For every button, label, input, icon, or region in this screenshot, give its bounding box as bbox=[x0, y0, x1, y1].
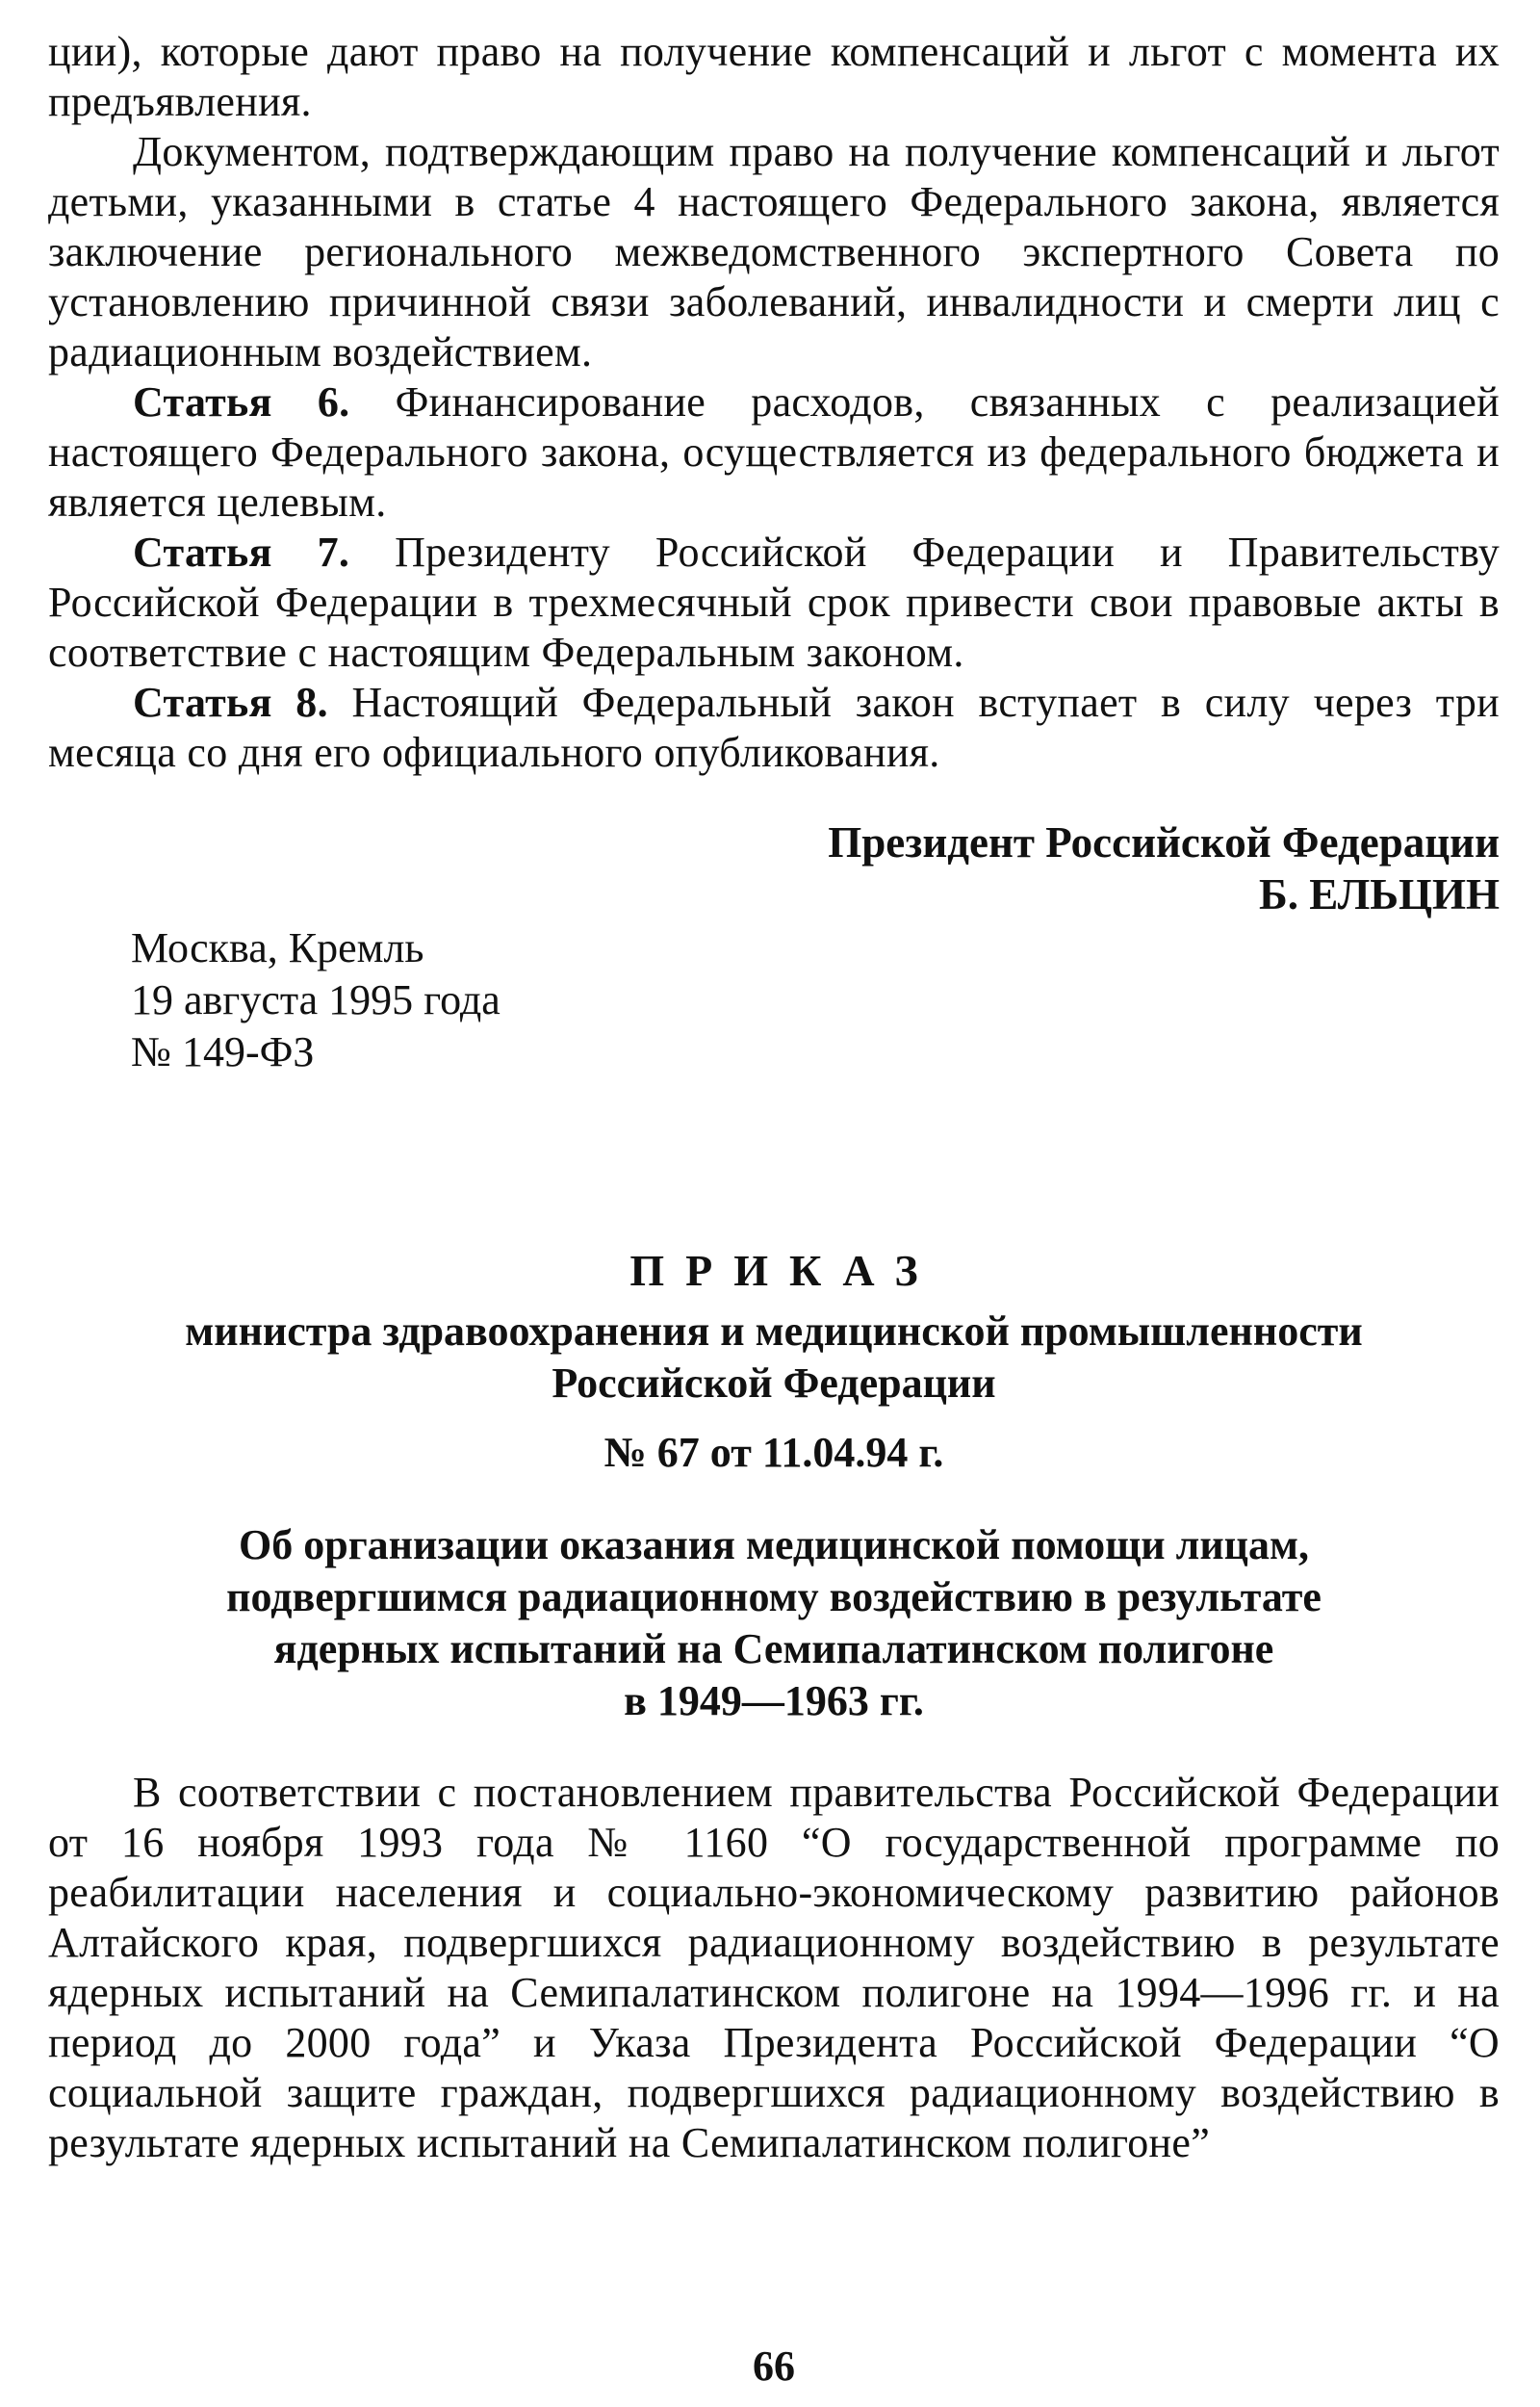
order-title: ПРИКАЗ bbox=[629, 1246, 939, 1295]
signatory-title: Президент Российской Федерации bbox=[828, 818, 1500, 867]
order-heading-line-3: ядерных испытаний на Семипалатинском полигоне bbox=[273, 1625, 1274, 1672]
article-7-text: Президенту Российской Федерации и Правительству Российской Федерации в трехмесячный срок привести свои правовые акты в соответствие с настоящим Федеральным законом. bbox=[48, 529, 1501, 676]
law-number: № 149-ФЗ bbox=[131, 1028, 315, 1075]
order-body-paragraph: В соответствии с постановлением правительства Российской Федерации от 16 ноября 1993 года № 1160 “О государственной программе по реабилитации населения и социально-экономическому развитию районов Алтайского края, подвергшихся радиационному воздействию в результате ядерных испытаний на Семипалатинском полигоне на 1994—1996 гг. и на период до 2000 года” и Указа Президента Российской Федерации “О социальной защите граждан, подвергшихся радиационному воздействию в результате ядерных испытаний на Семипалатинском полигоне” bbox=[48, 1769, 1500, 2166]
order-heading-line-1: Об организации оказания медицинской помощи лицам, bbox=[239, 1521, 1309, 1568]
article-8-text: Настоящий Федеральный закон вступает в силу через три месяца со дня его официального опубликования. bbox=[48, 679, 1500, 776]
article-6-text: Финансирование расходов, связанных с реализацией настоящего Федерального закона, осуществляется из федерального бюджета и является целевым. bbox=[48, 378, 1500, 526]
order-heading-line-2: подвергшимся радиационному воздействию в результате bbox=[226, 1573, 1322, 1620]
signatory-name: Б. ЕЛЬЦИН bbox=[1259, 870, 1500, 919]
order-subtitle-line-2: Российской Федерации bbox=[552, 1359, 996, 1407]
article-6-label: Статья 6. bbox=[133, 378, 350, 426]
document-page bbox=[48, 27, 1501, 2390]
article-8 bbox=[48, 678, 1500, 778]
article-6 bbox=[48, 377, 1500, 528]
order-heading-line-4: в 1949—1963 гг. bbox=[624, 1677, 924, 1724]
signing-place: Москва, Кремль bbox=[131, 924, 424, 971]
page-number: 66 bbox=[753, 2342, 795, 2390]
article-7-label: Статья 7. bbox=[133, 529, 350, 576]
order-number: № 67 от 11.04.94 г. bbox=[603, 1429, 944, 1476]
signature-block bbox=[48, 816, 1500, 920]
order-heading bbox=[48, 1519, 1500, 1727]
signing-date: 19 августа 1995 года bbox=[131, 976, 500, 1023]
order-subtitle bbox=[48, 1306, 1500, 1410]
law-paragraph-continued: ции), которые дают право на получение компенсаций и льгот с момента их предъявления. bbox=[48, 28, 1500, 125]
place-date-block bbox=[48, 922, 1500, 1078]
order-subtitle-line-1: министра здравоохранения и медицинской промышленности bbox=[185, 1307, 1363, 1355]
article-8-label: Статья 8. bbox=[133, 679, 328, 726]
law-paragraph-document: Документом, подтверждающим право на получение компенсаций и льгот детьми, указанными в статье 4 настоящего Федерального закона, является заключение регионального межведомственного экспертного Совета по установлению причинной связи заболеваний, инвалидности и смерти лиц с радиационным воздействием. bbox=[48, 128, 1500, 375]
article-7 bbox=[48, 528, 1500, 678]
